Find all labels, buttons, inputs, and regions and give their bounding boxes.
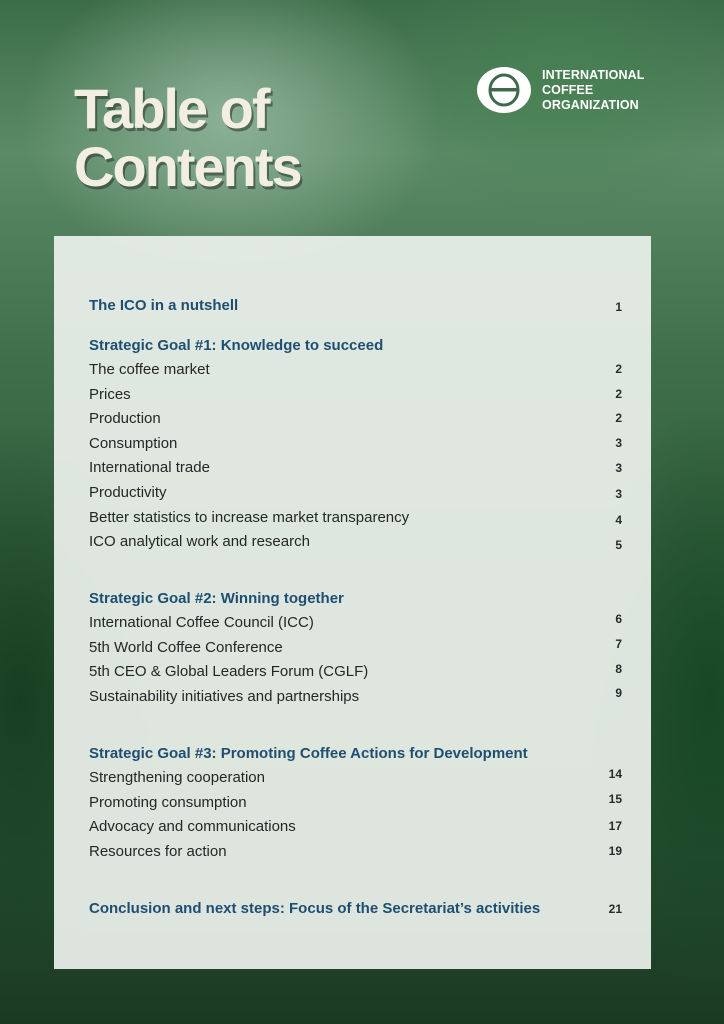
toc-page-number: 6 (615, 612, 622, 626)
title-line-1: Table of (74, 77, 269, 140)
toc-entry-label: The coffee market (89, 361, 210, 378)
toc-entry-label: 5th World Coffee Conference (89, 639, 283, 656)
ico-logo-icon (476, 66, 532, 114)
toc-entry-label: Production (89, 410, 161, 427)
toc-entry-label: International Coffee Council (ICC) (89, 614, 314, 631)
toc-page-number: 15 (608, 792, 622, 806)
toc-entry-label: Productivity (89, 484, 167, 501)
toc-section-label: Strategic Goal #1: Knowledge to succeed (89, 337, 384, 354)
toc-entry-label: Promoting consumption (89, 794, 247, 811)
toc-page-number: 21 (608, 902, 622, 916)
toc-entry-label: Sustainability initiatives and partnerships (89, 688, 360, 705)
page-title (74, 77, 301, 198)
toc-entry-label: Resources for action (89, 843, 227, 860)
toc-page-number: 4 (615, 513, 622, 527)
toc-entry-label: Consumption (89, 435, 178, 452)
toc-page-number: 7 (615, 637, 622, 651)
toc-page-number: 2 (615, 362, 622, 376)
toc-section-label: Strategic Goal #3: Promoting Coffee Actions for Development (89, 745, 528, 762)
toc-page-number: 1 (615, 300, 622, 314)
logo-text-line-2: COFFEE (542, 82, 594, 97)
toc-entry-label: Conclusion and next steps: Focus of the Secretariat’s activities (89, 900, 541, 917)
title-line-2: Contents (74, 135, 301, 198)
ico-logo (476, 66, 644, 114)
toc-page-number: 3 (615, 461, 622, 475)
ico-logo-text (542, 68, 644, 113)
logo-text-line-1: INTERNATIONAL (542, 67, 645, 82)
toc-panel (54, 236, 651, 969)
toc-page-number: 3 (615, 487, 622, 501)
toc-page-number: 14 (608, 767, 622, 781)
toc-entry-label: Prices (89, 386, 131, 403)
toc-entry-label: Better statistics to increase market transparency (89, 509, 410, 526)
toc-entry-label: The ICO in a nutshell (89, 297, 239, 314)
toc-page-number: 5 (615, 538, 622, 552)
logo-text-line-3: ORGANIZATION (542, 97, 639, 112)
toc-page-number: 2 (615, 387, 622, 401)
toc-entry-label: Advocacy and communications (89, 818, 296, 835)
toc-page-number: 19 (608, 844, 622, 858)
toc-entry-label: 5th CEO & Global Leaders Forum (CGLF) (89, 663, 369, 680)
toc-entry-label: International trade (89, 459, 210, 476)
toc-page-number: 9 (615, 686, 622, 700)
toc-page-number: 17 (608, 819, 622, 833)
toc-page-number: 3 (615, 436, 622, 450)
toc-entry-label: Strengthening cooperation (89, 769, 265, 786)
toc-page-number: 2 (615, 411, 622, 425)
toc-section-label: Strategic Goal #2: Winning together (89, 590, 344, 607)
toc-page-number: 8 (615, 662, 622, 676)
toc-entry-label: ICO analytical work and research (89, 533, 310, 550)
